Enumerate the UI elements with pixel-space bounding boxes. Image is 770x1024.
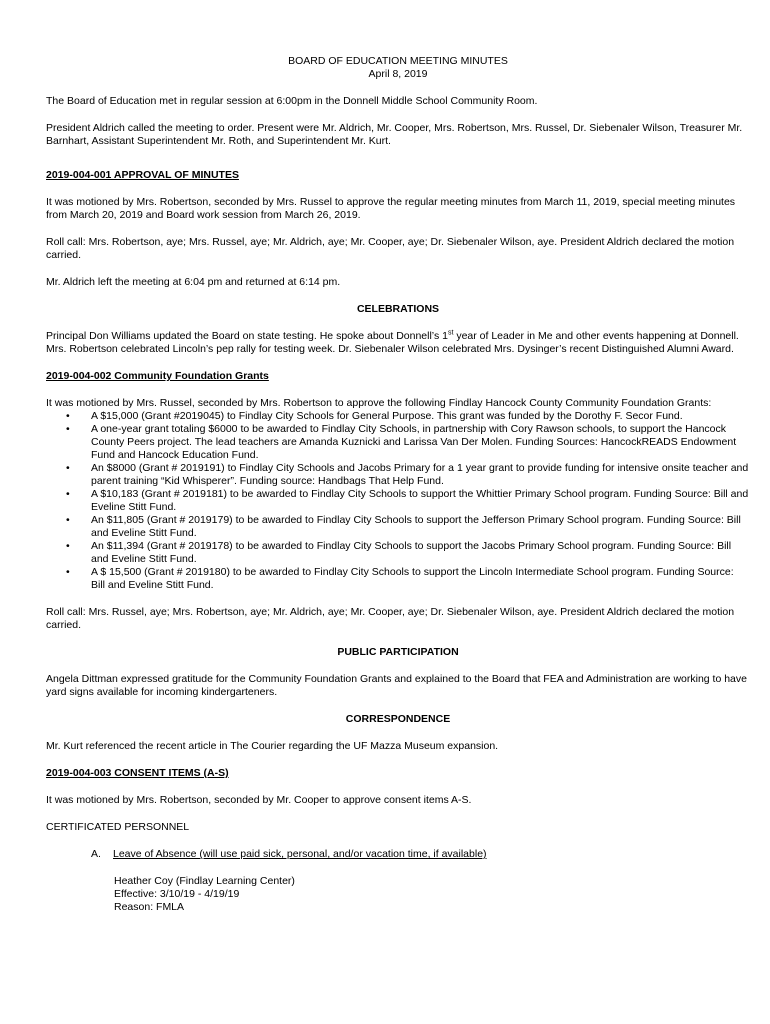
grant-text: A $ 15,500 (Grant # 2019180) to be awarded to Findlay City Schools to support the Lincoln Intermediate School program. Funding Source: Bill and Eveline Stitt Fund. [91, 566, 734, 591]
leave-of-absence-item [91, 848, 750, 861]
grants-motion: It was motioned by Mrs. Russel, seconded by Mrs. Robertson to approve the following Findlay Hancock County Community Foundation Grants: [46, 397, 712, 409]
grant-text: A $10,183 (Grant # 2019181) to be awarded to Findlay City Schools to support the Whittier Primary School program. Funding Source: Bill and Eveline Stitt Fund. [91, 488, 749, 513]
bullet-icon: • [66, 488, 70, 500]
list-item [46, 462, 750, 488]
grant-text: An $11,394 (Grant # 2019178) to be awarded to Findlay City Schools to support the Jacobs Primary School program. Funding Source: Bill and Eveline Stitt Fund. [91, 540, 732, 565]
consent-heading: 2019-004-003 CONSENT ITEMS (A-S) [46, 767, 229, 779]
aldrich-note: Mr. Aldrich left the meeting at 6:04 pm and returned at 6:14 pm. [46, 276, 341, 288]
session-paragraph: The Board of Education met in regular session at 6:00pm in the Donnell Middle School Community Room. [46, 95, 538, 107]
list-item [46, 540, 750, 566]
grant-text: An $11,805 (Grant # 2019179) to be awarded to Findlay City Schools to support the Jefferson Primary School program. Funding Source: Bill and Eveline Stitt Fund. [91, 514, 741, 539]
leave-detail [114, 875, 750, 914]
list-item [46, 410, 750, 423]
leave-reason: Reason: FMLA [114, 901, 185, 913]
grant-text: A $15,000 (Grant #2019045) to Findlay City Schools for General Purpose. This grant was funded by the Dorothy F. Secor Fund. [91, 410, 683, 422]
grants-heading: 2019-004-002 Community Foundation Grants [46, 370, 269, 382]
celebrations-text-b: year of Leader in Me and other events happening at Donnell. Mrs. Robertson celebrated Lincoln’s pep rally for testing week. Dr. Siebenaler Wilson celebrated Mrs. Dysinger’s recent Distinguished Alumni Award. [46, 330, 739, 355]
celebrations-heading: CELEBRATIONS [356, 303, 440, 315]
correspondence-heading: CORRESPONDENCE [345, 713, 451, 725]
document-date: April 8, 2019 [368, 68, 428, 80]
employee-name: Heather Coy (Findlay Learning Center) [114, 875, 295, 887]
list-item [46, 423, 750, 462]
call-to-order-paragraph: President Aldrich called the meeting to order. Present were Mr. Aldrich, Mr. Cooper, Mrs. Robertson, Mrs. Russel, Dr. Siebenaler Wilson, Treasurer Mr. Barnhart, Assistant Superintendent Mr. Roth, and Superintendent Mr. Kurt. [46, 122, 743, 147]
grant-text: A one-year grant totaling $6000 to be awarded to Findlay City Schools, in partnership with Cory Rawson schools, to support the Hancock County Peers project. The lead teachers are Amanda Kuznicki and Larissa Van Der Molen. Funding Sources: HancockREADS Endowment Fund and Hancock Education Fund. [91, 423, 737, 461]
public-participation-heading: PUBLIC PARTICIPATION [337, 646, 459, 658]
list-item [46, 514, 750, 540]
grant-text: An $8000 (Grant # 2019191) to Findlay City Schools and Jacobs Primary for a 1 year grant to provide funding for intensive onsite teacher and parent training “Kid Whisperer”. Funding source: Handbags That Help Fund. [91, 462, 749, 487]
list-item [46, 566, 750, 592]
approval-heading: 2019-004-001 APPROVAL OF MINUTES [46, 169, 239, 181]
approval-roll-call: Roll call: Mrs. Robertson, aye; Mrs. Russel, aye; Mr. Aldrich, aye; Mr. Cooper, aye; Dr. Siebenaler Wilson, aye. President Aldrich declared the motion carried. [46, 236, 735, 261]
approval-motion: It was motioned by Mrs. Robertson, seconded by Mrs. Russel to approve the regular meeting minutes from March 11, 2019, special meeting minutes from March 20, 2019 and Board work session from March 26, 2019. [46, 196, 736, 221]
grants-roll-call: Roll call: Mrs. Russel, aye; Mrs. Robertson, aye; Mr. Aldrich, aye; Mr. Cooper, aye; Dr. Siebenaler Wilson, aye. President Aldrich declared the motion carried. [46, 606, 735, 631]
consent-motion: It was motioned by Mrs. Robertson, seconded by Mr. Cooper to approve consent items A-S. [46, 794, 472, 806]
certificated-personnel-label: CERTIFICATED PERSONNEL [46, 821, 190, 833]
minutes-page [46, 55, 750, 914]
item-letter: A. [91, 848, 101, 860]
leave-of-absence-title: Leave of Absence (will use paid sick, personal, and/or vacation time, if available) [113, 848, 487, 860]
correspondence-paragraph: Mr. Kurt referenced the recent article in The Courier regarding the UF Mazza Museum expansion. [46, 740, 499, 752]
bullet-icon: • [66, 423, 70, 435]
bullet-icon: • [66, 410, 70, 422]
celebrations-text-a: Principal Don Williams updated the Board on state testing. He spoke about Donnell’s 1 [46, 330, 448, 342]
bullet-icon: • [66, 514, 70, 526]
celebrations-paragraph [46, 330, 750, 356]
grants-list [46, 410, 750, 592]
effective-dates: Effective: 3/10/19 - 4/19/19 [114, 888, 240, 900]
celebrations-superscript: st [447, 329, 454, 337]
bullet-icon: • [66, 566, 70, 578]
document-title: BOARD OF EDUCATION MEETING MINUTES [288, 55, 508, 67]
list-item [46, 488, 750, 514]
bullet-icon: • [66, 462, 70, 474]
public-participation-paragraph: Angela Dittman expressed gratitude for the Community Foundation Grants and explained to the Board that FEA and Administration are working to have yard signs available for incoming kindergarteners. [46, 673, 747, 698]
bullet-icon: • [66, 540, 70, 552]
